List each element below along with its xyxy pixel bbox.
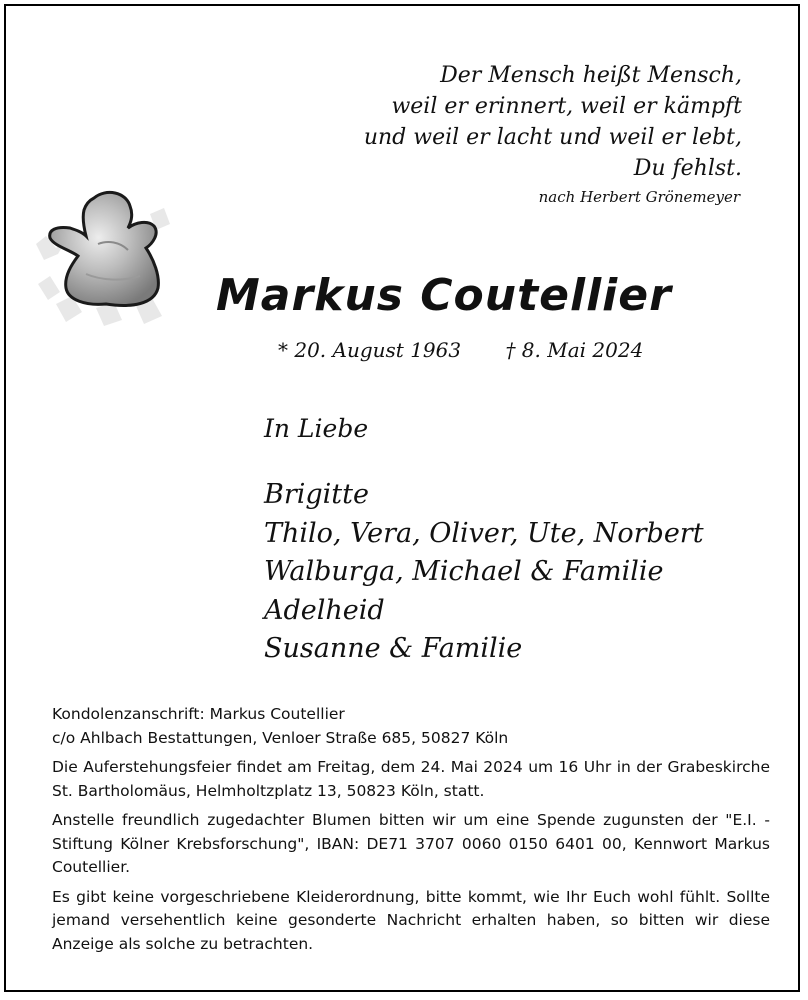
condolence-address <box>52 703 770 750</box>
condolence-line: c/o Ahlbach Bestattungen, Venloer Straße 685, 50827 Köln <box>52 728 509 747</box>
quote-line: Der Mensch heißt Mensch, <box>440 63 742 88</box>
obituary-notice <box>4 4 800 992</box>
quote-line: und weil er lacht und weil er lebt, <box>363 125 742 150</box>
quote-attribution: nach Herbert Grönemeyer <box>538 188 740 206</box>
donation-notice: Anstelle freundlich zugedachter Blumen bitten wir um eine Spende zugunsten der "E.I. - Stiftung Kölner Krebsforschung", IBAN: DE71 3707 0060 0150 6401 00, Kennwort Markus Coutellier. <box>52 811 770 876</box>
family-member: Brigitte <box>264 479 369 510</box>
dress-code-notice: Es gibt keine vorgeschriebene Kleiderordnung, bitte kommt, wie Ihr Euch wohl fühlt. Sollte jemand versehentlich keine gesonderte Nachricht erhalten haben, so bitten wir diese Anzeige als solche zu betrachten. <box>52 887 770 953</box>
birth-date: * 20. August 1963 <box>278 338 462 362</box>
death-date: † 8. Mai 2024 <box>505 338 644 362</box>
deceased-name: Markus Coutellier <box>216 270 672 321</box>
family-member: Adelheid <box>264 594 385 626</box>
greeting: In Liebe <box>264 414 369 443</box>
ceremony-notice: Die Auferstehungsfeier findet am Freitag, dem 24. Mai 2024 um 16 Uhr in der Grabeskirche St. Bartholomäus, Helmholtzplatz 13, 50823 Köln, statt. <box>52 758 770 800</box>
family-list <box>264 476 784 669</box>
quote-line: Du fehlst. <box>633 156 742 181</box>
family-member: Walburga, Michael & Familie <box>264 556 664 587</box>
family-member: Susanne & Familie <box>264 633 523 664</box>
family-member: Thilo, Vera, Oliver, Ute, Norbert <box>264 517 704 549</box>
quote-line: weil er erinnert, weil er kämpft <box>391 94 742 119</box>
notice-text <box>52 703 770 962</box>
angel-figure-icon <box>36 184 176 334</box>
quote <box>222 60 742 184</box>
condolence-line: Kondolenzanschrift: Markus Coutellier <box>52 705 345 723</box>
life-dates <box>278 336 698 364</box>
